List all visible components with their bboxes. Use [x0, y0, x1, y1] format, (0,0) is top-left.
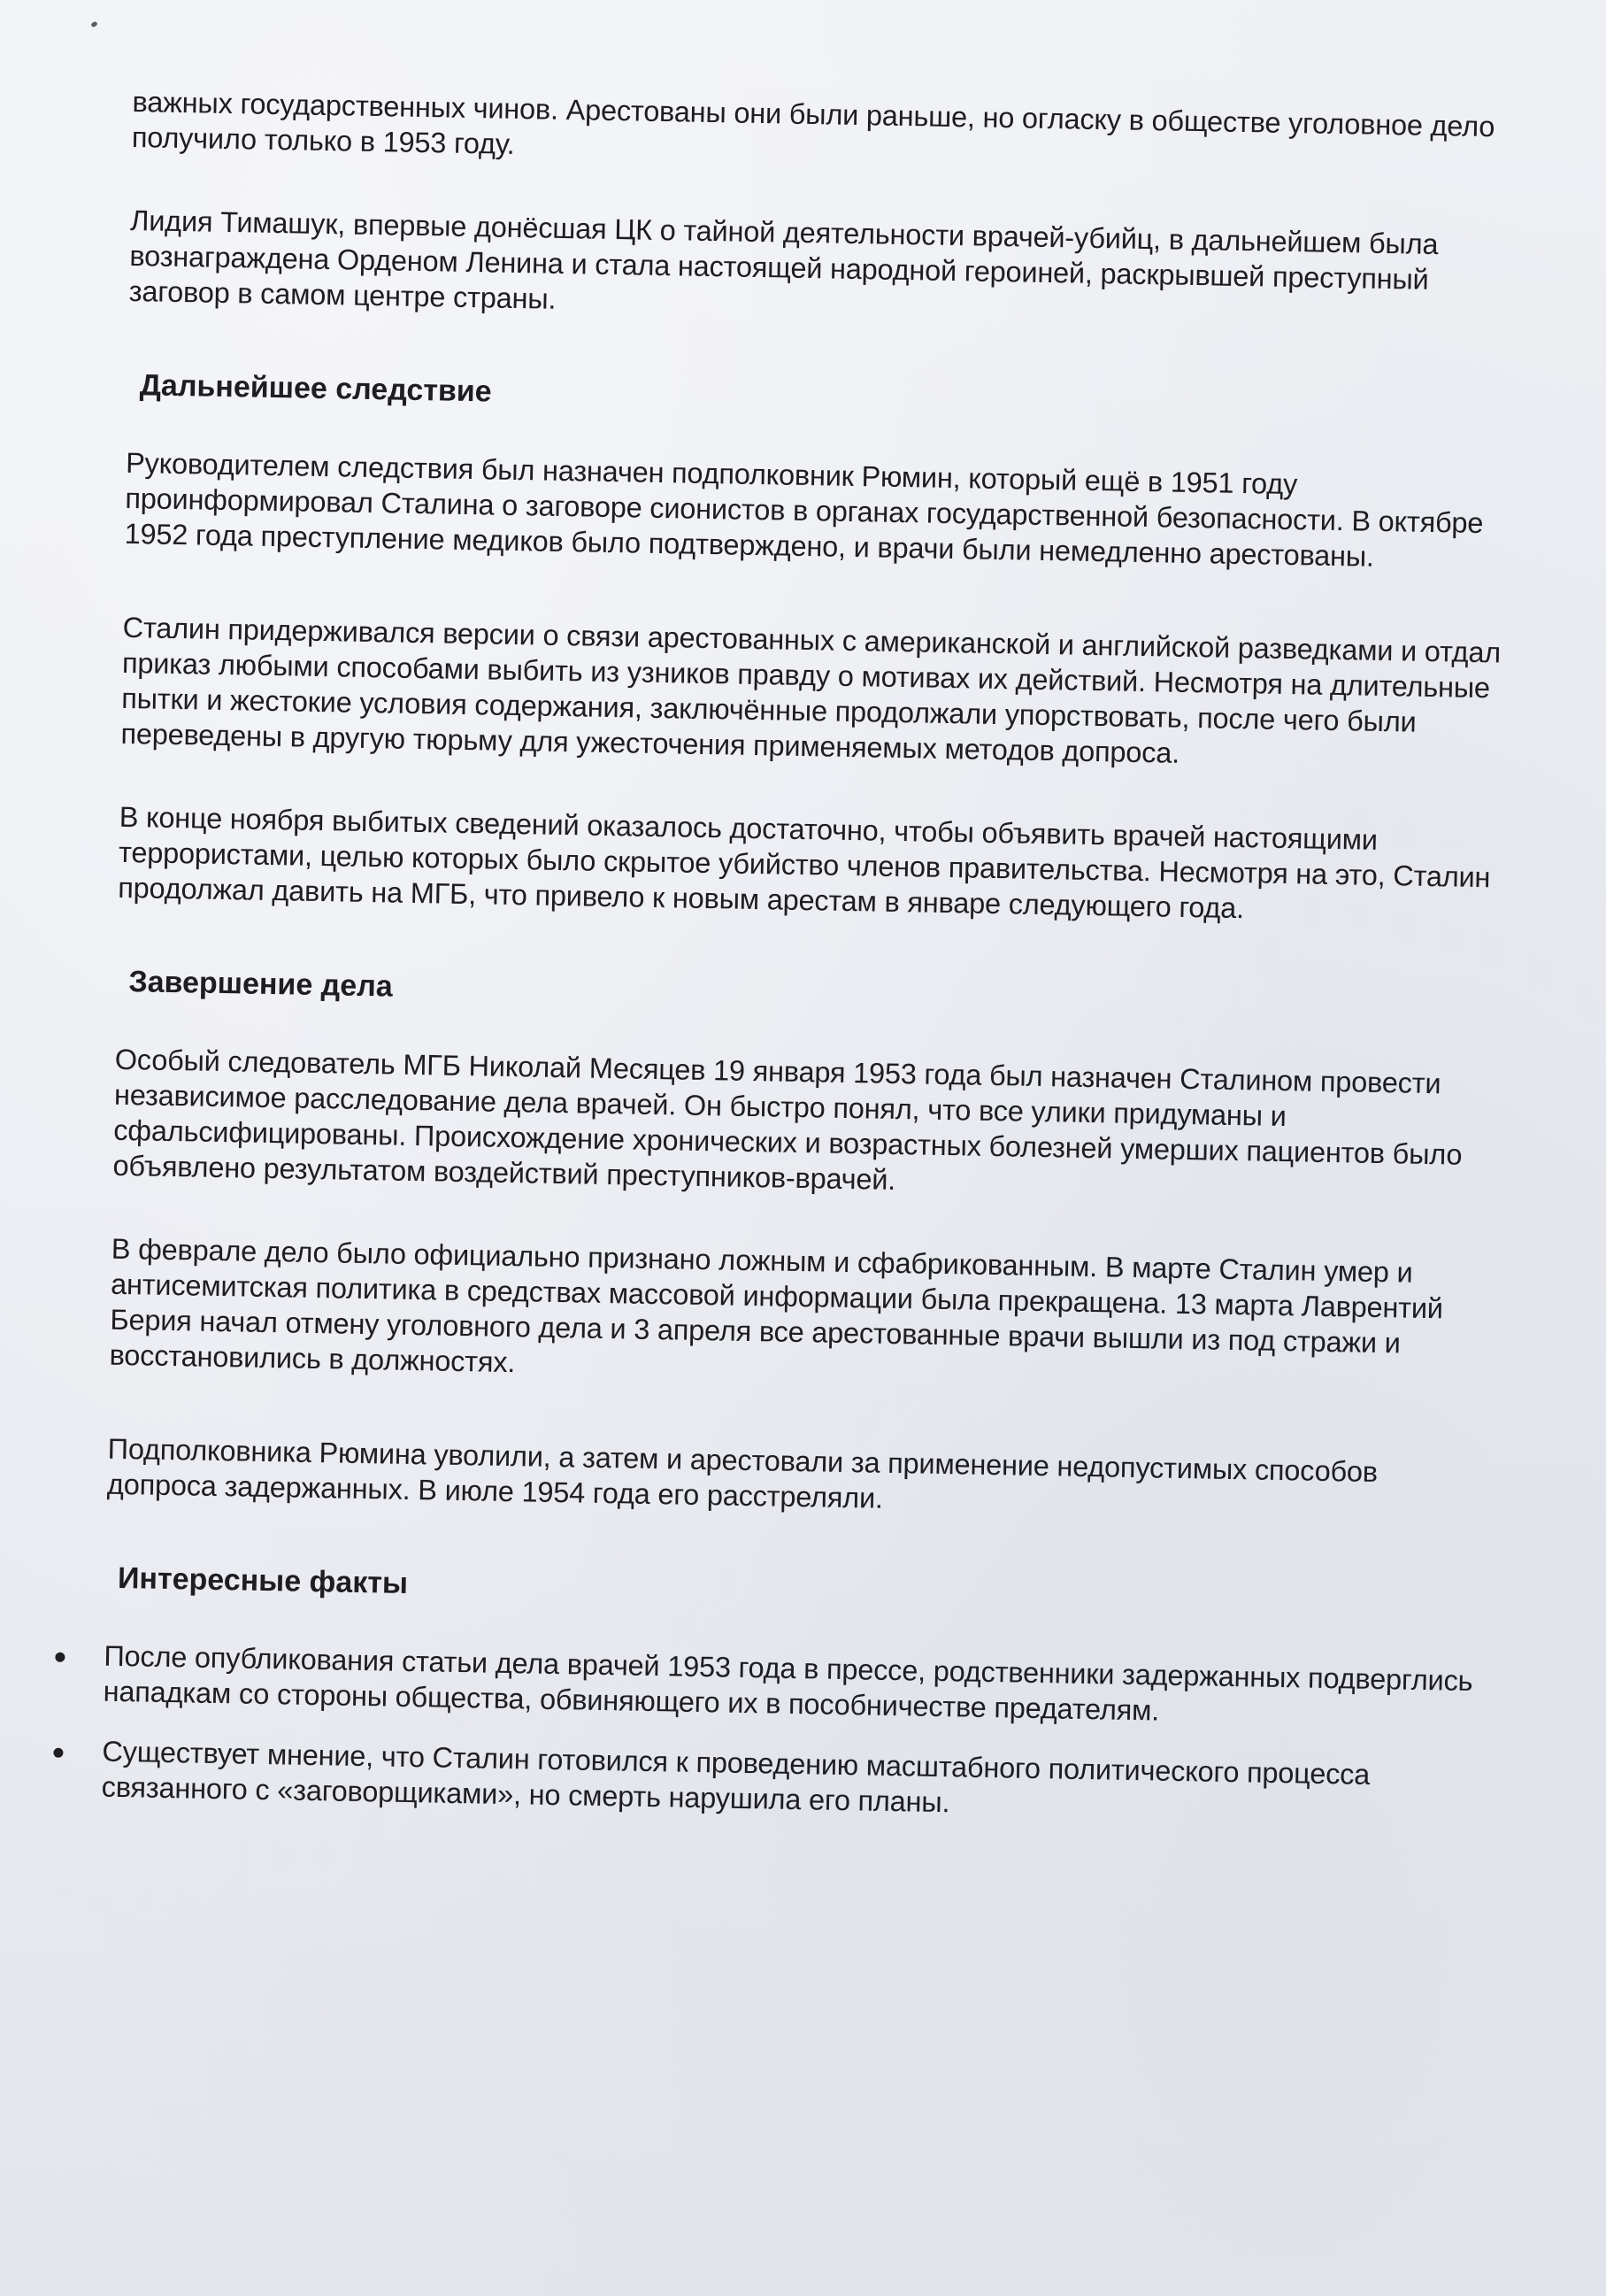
section-heading-facts: Интересные факты — [117, 1560, 409, 1600]
bullet-icon — [55, 1653, 65, 1662]
paper-speck — [90, 21, 98, 28]
facts-list-item — [103, 1638, 1484, 1735]
completion-paragraph: Особый следователь МГБ Николай Месяцев 19 января 1953 года был назначен Сталином провести независимое расследование дела врачей. Он быстро понял, что все улики придуманы и сфальсифицированы. Происхождение хронических и возрастных болезней умерших пациентов было объявлено результатом воздействий преступников-врачей. — [112, 1043, 1463, 1197]
section-heading-investigation: Дальнейшее следствие — [139, 368, 493, 409]
document-body — [101, 84, 1512, 1830]
intro-paragraph: важных государственных чинов. Арестованы они были раньше, но огласку в обществе уголовное дело получило только в 1953 году. — [131, 85, 1495, 160]
completion-paragraph: Подполковника Рюмина уволили, а затем и арестовали за применение недопустимых способов допроса задержанных. В июле 1954 года его расстреляли. — [106, 1432, 1379, 1514]
section-heading-completion: Завершение дела — [128, 965, 394, 1004]
facts-item-text: Существует мнение, что Сталин готовился к проведению масштабного политического процесса связанного с «заговорщиками», но смерть нарушила его планы. — [101, 1735, 1371, 1819]
investigation-paragraph: Сталин придерживался версии о связи арестованных с американской и английской разведками и отдал приказ любыми способами выбить из узников правду о мотивах их действий. Несмотря на длительные пытки и жестокие условия содержания, заключённые продолжали упорствовать, после чего были переведены в другую тюрьму для ужесточения применяемых методов допроса. — [120, 611, 1502, 769]
investigation-paragraph: Руководителем следствия был назначен подполковник Рюмин, который ещё в 1951 году проинформировал Сталина о заговоре сионистов в органах государственной безопасности. В октябре 1952 года преступление медиков было подтверждено, и врачи были немедленно арестованы. — [124, 446, 1484, 573]
bullet-icon — [53, 1748, 63, 1758]
investigation-paragraph: В конце ноября выбитых сведений оказалось достаточно, чтобы объявить врачей настоящими террористами, целью которых было скрытое убийство членов правительства. Несмотря на это, Сталин продолжал давить на МГБ, что привело к новым арестам в январе следующего года. — [118, 800, 1491, 925]
completion-paragraph: В феврале дело было официально признано ложным и сфабрикованным. В марте Сталин умер и антисемитская политика в средствах массовой информации была прекращена. 13 марта Лаврентий Берия начал отмену уголовного дела и 3 апреля все арестованные врачи вышли из под стражи и восстановились в должностях. — [109, 1232, 1444, 1379]
facts-item-text: После опубликования статьи дела врачей 1953 года в прессе, родственники задержанных подверглись нападкам со стороны общества, обвиняющего их в пособничестве предателям. — [103, 1639, 1473, 1727]
intro-paragraph: Лидия Тимашук, впервые донёсшая ЦК о тайной деятельности врачей-убийц, в дальнейшем была вознаграждена Орденом Ленина и стала настоящей народной героиней, раскрывшей преступный заговор в самом центре страны. — [128, 204, 1439, 315]
facts-list — [101, 1638, 1484, 1830]
facts-list-item — [101, 1734, 1482, 1830]
